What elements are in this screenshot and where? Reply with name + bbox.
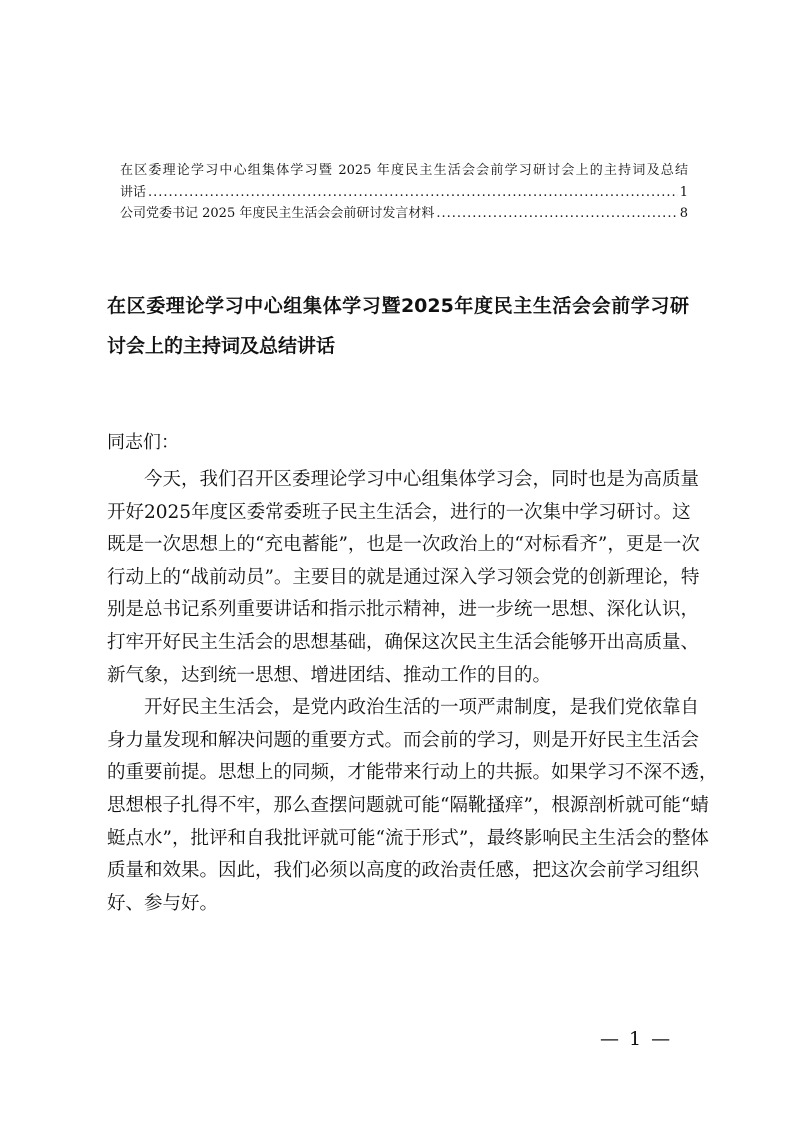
toc-page-number: 1: [679, 184, 688, 200]
paragraph-line: 思想根子扎得不牢，那么查摆问题就可能“隔靴搔痒”，根源剖析就可能“蜻: [107, 794, 709, 816]
paragraph-line: 身力量发现和解决问题的重要方式。而会前的学习，则是开好民主生活会: [107, 729, 700, 751]
title-line: 在区委理论学习中心组集体学习暨2025年度民主生活会会前学习研: [107, 295, 689, 317]
toc-entry-1[interactable]: [120, 160, 688, 203]
paragraph-line: 开好2025年度区委常委班子民主生活会，进行的一次集中学习研讨。这: [107, 501, 691, 523]
paragraph-line: 好、参与好。: [107, 892, 219, 914]
toc-entry-title-cont: 讲话: [120, 184, 147, 200]
toc-leader-dots: [436, 203, 677, 225]
paragraph-line: 蜓点水”，批评和自我批评就可能“流于形式”，最终影响民主生活会的整体: [107, 827, 709, 849]
document-body: [107, 464, 718, 920]
toc-entry-title: 在区委理论学习中心组集体学习暨 2025 年度民主生活会会前学习研讨会上的主持词及总结: [120, 163, 688, 178]
paragraph-line: 质量和效果。因此，我们必须以高度的政治责任感，把这次会前学习组织: [107, 860, 700, 882]
toc-leader-dots: [148, 182, 678, 204]
paragraph: [107, 692, 718, 920]
paragraph-line: 的重要前提。思想上的同频，才能带来行动上的共振。如果学习不深不透，: [107, 762, 718, 784]
paragraph-line: 行动上的“战前动员”。主要目的就是通过深入学习领会党的创新理论，特: [107, 566, 700, 588]
page-number: — 1 —: [600, 1028, 673, 1050]
toc-page-number: 8: [679, 206, 688, 221]
paragraph-line: 打牢开好民主生活会的思想基础，确保这次民主生活会能够开出高质量、: [107, 631, 700, 653]
paragraph-line: 既是一次思想上的“充电蓄能”，也是一次政治上的“对标看齐”，更是一次: [107, 534, 700, 556]
table-of-contents: [120, 160, 688, 225]
toc-entry-2[interactable]: [120, 203, 688, 225]
paragraph-line: 别是总书记系列重要讲话和指示批示精神，进一步统一思想、深化认识，: [107, 599, 700, 621]
title-line: 讨会上的主持词及总结讲话: [107, 335, 336, 357]
toc-entry-title: 公司党委书记 2025 年度民主生活会会前研讨发言材料: [120, 206, 435, 221]
paragraph-line: 今天，我们召开区委理论学习中心组集体学习会，同时也是为高质量: [107, 469, 700, 490]
paragraph: [107, 464, 700, 692]
paragraph-line: 新气象，达到统一思想、增进团结、推动工作的目的。: [107, 664, 552, 686]
document-title: [107, 286, 689, 366]
greeting: 同志们：: [107, 432, 179, 453]
paragraph-line: 开好民主生活会，是党内政治生活的一项严肃制度，是我们党依靠自: [107, 697, 700, 719]
